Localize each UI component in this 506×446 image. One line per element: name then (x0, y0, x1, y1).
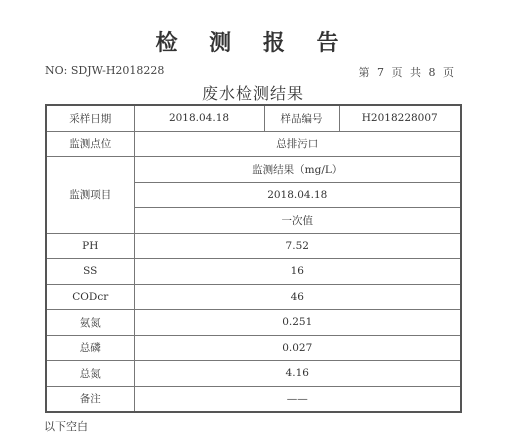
item-name: 总氮 (46, 361, 134, 387)
value-type-label: 一次值 (134, 208, 461, 234)
item-name: 氨氮 (46, 310, 134, 336)
item-value: 4.16 (134, 361, 461, 387)
results-table (45, 104, 462, 413)
sampling-date-label: 采样日期 (46, 105, 134, 131)
report-number: NO: SDJW-H2018228 (45, 64, 165, 77)
items-header-row (46, 157, 461, 183)
page-info: 第 7 页 共 8 页 (358, 66, 454, 79)
table-row (46, 233, 461, 259)
item-value: 46 (134, 284, 461, 310)
table-row (46, 310, 461, 336)
monitoring-location-label: 监测点位 (46, 131, 134, 157)
item-name: CODcr (46, 284, 134, 310)
table-row (46, 335, 461, 361)
location-row (46, 131, 461, 157)
remark-label: 备注 (46, 386, 134, 412)
remark-value: —— (134, 386, 461, 412)
table-row (46, 361, 461, 387)
remark-row (46, 386, 461, 412)
item-name: SS (46, 259, 134, 285)
item-value: 7.52 (134, 233, 461, 259)
item-value: 0.251 (134, 310, 461, 336)
sampling-date-value: 2018.04.18 (134, 105, 264, 131)
table-title: 废水检测结果 (201, 84, 304, 103)
results-date: 2018.04.18 (134, 182, 461, 208)
results-unit-label: 监测结果（mg/L） (134, 157, 461, 183)
table-row (46, 259, 461, 285)
table-row (46, 284, 461, 310)
item-name: PH (46, 233, 134, 259)
monitoring-location-value: 总排污口 (134, 131, 461, 157)
blank-below-note: 以下空白 (44, 420, 88, 433)
sample-number-value: H2018228007 (339, 105, 461, 131)
monitoring-items-label: 监测项目 (46, 157, 134, 234)
item-value: 0.027 (134, 335, 461, 361)
sample-number-label: 样品编号 (264, 105, 339, 131)
sampling-info-row (46, 105, 461, 131)
report-title: 检 测 报 告 (155, 30, 351, 56)
item-value: 16 (134, 259, 461, 285)
item-name: 总磷 (46, 335, 134, 361)
